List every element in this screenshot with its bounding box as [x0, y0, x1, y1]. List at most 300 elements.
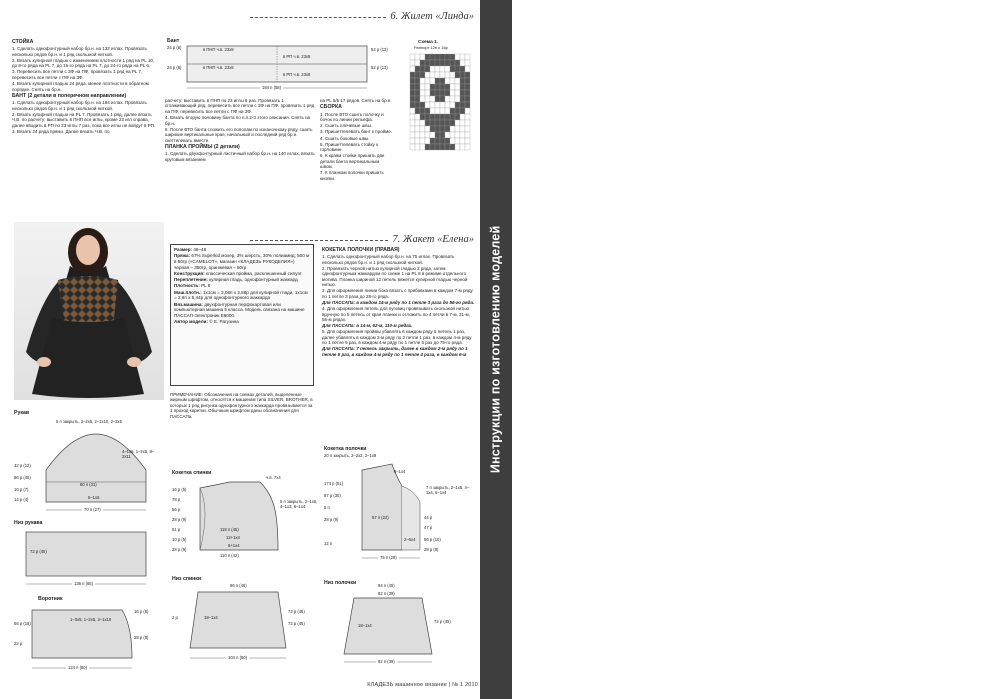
- scheme-cell: [425, 102, 430, 108]
- scheme-cell: [440, 138, 445, 144]
- scheme-cell: [410, 144, 415, 150]
- scheme-cell: [450, 132, 455, 138]
- scheme-cell: [440, 66, 445, 72]
- scheme-cell: [460, 114, 465, 120]
- kokettka-step: Для ПАССАПа: 7 петель закрыть, далее в каждом 2-м ряду по 1 петле 5 раз, в каждом 4-м ряду по 1 петле 4 раза, в каждом 6-м: [322, 346, 468, 357]
- scheme-cell: [440, 54, 445, 60]
- scheme-cell: [460, 144, 465, 150]
- kp-w3: 2–6х4: [404, 537, 416, 542]
- note-text: ПРИМЕЧАНИЕ: Обозначения на схемах деталей, выделенные жирным шрифтом, относятся к машинам типа SILVER, BROTHER, в которых 1 ряд рисунка однофонтурного жаккарда провязывается за 1 проход каретки. Обычным шрифтом даны обозначения для ПАССАПа.: [170, 392, 313, 419]
- scheme-cell: [455, 102, 460, 108]
- scheme-cell: [455, 132, 460, 138]
- niz-spinki-diagram: [170, 576, 320, 668]
- kp-w1: 57 п (22): [372, 515, 389, 520]
- scheme-cell: [415, 90, 420, 96]
- scheme-cell: [450, 138, 455, 144]
- scheme-cell: [410, 96, 415, 102]
- scheme-cell: [415, 84, 420, 90]
- scheme-cell: [410, 132, 415, 138]
- scheme-cell: [450, 60, 455, 66]
- kp-h4: 28 р (9): [324, 517, 339, 522]
- info-machine: Вяз.машина: двухфонтурная перфокартовая или компьютерная машина 5 класса. Модель связана на машине ПАССАП-Электроник Е6000.: [174, 301, 305, 319]
- scheme-cell: [460, 120, 465, 126]
- bant-continue: 5. После ВТО банта сложить его пополам по изнаночному ряду, сшить широкие вертикальные края, начальный и последний ряд бр.н. скеттелевать вместе.: [165, 126, 313, 143]
- scheme-cell: [430, 114, 435, 120]
- scheme-cell: [450, 84, 455, 90]
- bant-step: 3. Вязать 24 ряда прямо. Далее вязать Ч.В. по: [12, 128, 110, 134]
- scheme-cell: [435, 144, 440, 150]
- linda-title: 6. Жилет «Линда»: [390, 10, 474, 22]
- scheme-cell: [410, 126, 415, 132]
- scheme-cell: [425, 60, 430, 66]
- scheme-cell: [460, 72, 465, 78]
- niz-spinki-title: Низ спинки: [172, 576, 202, 582]
- sborka-step: 2. Сшить плечевые швы.: [320, 123, 373, 129]
- scheme-cell: [415, 126, 420, 132]
- scheme-cell: [430, 90, 435, 96]
- scheme-cell: [445, 108, 450, 114]
- scheme-cell: [450, 66, 455, 72]
- kp-c2: 6–1х4: [394, 469, 406, 474]
- rukav-w2: 5–1х5: [88, 495, 100, 500]
- sborka-step: 4. Сшить боковые швы.: [320, 135, 370, 141]
- scheme-cell: [420, 72, 425, 78]
- elena-note: [170, 392, 316, 420]
- elena-kokettka-text: [322, 246, 476, 358]
- planka-step: 1. Сделать двухфонтурный ластичный набор бр.н. на 140 иглах, вязать круговым вязанием: [165, 151, 315, 162]
- scheme-cell: [415, 78, 420, 84]
- sborka-step: 1. После ВТО сшить полочку и бочок по линии рельефа.: [320, 111, 384, 123]
- vorotnik-h3: 28 р (8): [134, 635, 149, 640]
- scheme-cell: [455, 138, 460, 144]
- scheme-label: Схема 1.: [418, 40, 439, 45]
- scheme-cell: [415, 120, 420, 126]
- ks-c1: ч.в. 7х4: [266, 475, 281, 480]
- scheme-cell: [425, 120, 430, 126]
- np-w3: 82 п (39): [378, 659, 395, 664]
- bant-step: 2. Вязать кулирной гладью на PL 7. Провязать 1 ряд, далее вязать Ч.В. по расчету: выставить в ПНП все иглы, кроме 23 игл справа, далее вводить в РП по 23 иглы 7 раз, пока все иглы не войдут в РП.: [12, 111, 156, 128]
- sborka-step: 3. Пришеттелевать бант к пройме.: [320, 129, 392, 135]
- scheme-cell: [440, 96, 445, 102]
- scheme-cell: [440, 60, 445, 66]
- rukav-c2: 4–1х6, 1–2х5, 8–2х11: [122, 449, 155, 459]
- stoika-step: 1. Сделать однофонтурный набор бр.н. на 132 иглах. Провязать несколько рядов бр.н. и 1 ряд скользкой ниткой.: [12, 46, 147, 57]
- scheme-cell: [435, 96, 440, 102]
- kokettka-step: 1. Сделать однофонтурный набор бр.н. на 75 иглах. Провязать несколько рядов бр.н. и 1 ряд скользкой ниткой.: [322, 254, 455, 265]
- scheme-cell: [455, 126, 460, 132]
- scheme-cell: [430, 78, 435, 84]
- bant-right-2: 52 р (13): [371, 65, 388, 70]
- scheme-cell: [445, 132, 450, 138]
- scheme-cell: [460, 54, 465, 60]
- kokettka-step: Для ПАССАПа: в каждом 14-м ряду по 1 петле 3 раза до 56-го ряда.: [322, 300, 475, 305]
- scheme-cell: [415, 102, 420, 108]
- scheme-cell: [435, 108, 440, 114]
- scheme-cell: [415, 138, 420, 144]
- scheme-cell: [430, 66, 435, 72]
- scheme-cell: [445, 96, 450, 102]
- kp-w2: 75 п (29): [380, 555, 397, 560]
- scheme-cell: [465, 90, 470, 96]
- scheme-cell: [455, 84, 460, 90]
- scheme-cell: [430, 60, 435, 66]
- scheme-cell: [420, 102, 425, 108]
- scheme-cell: [440, 72, 445, 78]
- scheme-cell: [440, 120, 445, 126]
- scheme-cell: [430, 72, 435, 78]
- scheme-cell: [430, 144, 435, 150]
- scheme-cell: [450, 108, 455, 114]
- scheme-cell: [420, 66, 425, 72]
- rukav-h4: 14 р (4): [14, 497, 29, 502]
- scheme-cell: [465, 144, 470, 150]
- scheme-cell: [445, 138, 450, 144]
- info-machine-density: Маш.плотн.: 1х1см = 2,08п х 2,88р для кулирной глади, 1х1см = 2,6п х 5,44р для однофонтурного жаккарда: [174, 289, 308, 301]
- scheme-cell: [465, 60, 470, 66]
- kokettka-step: Для ПАССАПа: в 14-м, 62-м, 110-м рядах.: [322, 323, 413, 329]
- scheme-cell: [420, 132, 425, 138]
- scheme-cell: [425, 126, 430, 132]
- info-size: Размер: 46–48: [174, 247, 207, 252]
- scheme-cell: [445, 120, 450, 126]
- vorotnik-title: Воротник: [38, 596, 63, 602]
- scheme-cell: [420, 120, 425, 126]
- scheme-cell: [465, 120, 470, 126]
- scheme-cell: [435, 120, 440, 126]
- scheme-cell: [430, 132, 435, 138]
- scheme-cell: [450, 120, 455, 126]
- scheme-cell: [420, 54, 425, 60]
- scheme-cell: [465, 96, 470, 102]
- scheme-cell: [450, 102, 455, 108]
- scheme-sub: Раппорт 12п х 16р: [414, 45, 448, 50]
- ks-h3: 56 р: [172, 507, 181, 512]
- stoika-step: 4. Вязать кулирной гладью 24 ряда, менее плотности в обратном порядке. Снять на бр.н.: [12, 81, 149, 92]
- scheme-cell: [445, 66, 450, 72]
- scheme-cell: [435, 72, 440, 78]
- scheme-cell: [430, 138, 435, 144]
- scheme-cell: [460, 60, 465, 66]
- kp-h2: 87 р (30): [324, 493, 341, 498]
- ks-h5: 51 р: [172, 527, 181, 532]
- scheme-cell: [410, 114, 415, 120]
- scheme-cell: [440, 90, 445, 96]
- scheme-cell: [435, 102, 440, 108]
- kokettka-heading: КОКЕТКА ПОЛОЧКИ (ПРАВАЯ): [322, 247, 400, 253]
- scheme-cell: [430, 120, 435, 126]
- scheme-cell: [450, 96, 455, 102]
- scheme-cell: [455, 66, 460, 72]
- rukav-diagram: [12, 410, 162, 518]
- rukav-h1: 42 р (12): [14, 463, 31, 468]
- scheme-cell: [465, 102, 470, 108]
- scheme-cell: [435, 90, 440, 96]
- scheme-cell: [460, 138, 465, 144]
- scheme-cell: [415, 108, 420, 114]
- scheme-cell: [460, 66, 465, 72]
- kp-h9: 12 п: [324, 541, 333, 546]
- scheme-cell: [445, 90, 450, 96]
- np-h1: 72 р (45): [434, 619, 451, 624]
- scheme-cell: [420, 60, 425, 66]
- scheme-cell: [435, 78, 440, 84]
- ks-h7: 28 р (9): [172, 547, 187, 552]
- stoika-step: 2. Вязать кулирной гладью с изменением плотности 1 ряд на PL 10, до 8-го ряда на PL 7, до 16-го ряда на PL 7, до 24-го ряда на PL 6.: [12, 57, 155, 69]
- ks-h2: 78 р: [172, 497, 181, 502]
- scheme-cell: [445, 114, 450, 120]
- scheme-cell: [415, 114, 420, 120]
- scheme-grid: [408, 54, 472, 152]
- jacket-illustration: [14, 222, 164, 400]
- scheme-cell: [425, 84, 430, 90]
- kokettka-step: 4. Для оформления петель для пуговиц провязывать скользкой нитью вручную по 5 петель от края планки и отложить по 4 петли в 7-м, 31-м, 55-м рядах.: [322, 306, 470, 323]
- bant-diagram-label: Бант: [167, 38, 180, 44]
- scheme-cell: [460, 102, 465, 108]
- ks-h6: 10 р (5): [172, 537, 187, 542]
- scheme-cell: [420, 108, 425, 114]
- kokettka-spinki-diagram: [170, 470, 320, 570]
- scheme-cell: [420, 78, 425, 84]
- scheme-cell: [435, 126, 440, 132]
- page-number: 57: [970, 672, 984, 686]
- linda-title-bar: [250, 10, 474, 24]
- scheme-cell: [420, 138, 425, 144]
- scheme-cell: [440, 126, 445, 132]
- bant-row1: в ПНП ч.в. 23х8: [203, 47, 234, 52]
- scheme-cell: [445, 78, 450, 84]
- scheme-cell: [440, 102, 445, 108]
- scheme-cell: [415, 66, 420, 72]
- scheme-cell: [440, 114, 445, 120]
- niz-rukava-h: 72 р (45): [30, 549, 47, 554]
- scheme-cell: [445, 102, 450, 108]
- scheme-cell: [410, 78, 415, 84]
- scheme-cell: [455, 78, 460, 84]
- np-w2: 82 п (39): [378, 591, 395, 596]
- kokettka-step: 2. Провязать черной нитью кулирной гладью 2 ряда, затем однофонтурным жаккардом по схеме 1 на PL 8 в режиме отдельного мотива. Планка шириной 12 петель вяжется кулирной гладью черной нитью.: [322, 265, 468, 288]
- ks-h1: 16 р (5): [172, 487, 187, 492]
- scheme-cell: [450, 78, 455, 84]
- scheme-cell: [465, 72, 470, 78]
- np-title: Низ полочки: [324, 580, 357, 586]
- linda-text-col-3: [320, 98, 392, 182]
- bant-continue: 4. Вязать вторую половину банта по п.п.2-3 этого описания. Снять на бр.н.: [165, 115, 311, 126]
- kp-h5: 44 р: [424, 515, 433, 520]
- scheme-cell: [435, 84, 440, 90]
- info-weave: Переплетение: кулирная гладь, однофонтурный жаккард: [174, 277, 298, 283]
- scheme-cell: [415, 96, 420, 102]
- bant-right-1: 52 р (13): [371, 47, 388, 52]
- rukav-title: Рукав: [14, 410, 30, 416]
- scheme-cell: [440, 84, 445, 90]
- vorotnik-h4: 22 р: [14, 641, 23, 646]
- elena-info-box: [170, 244, 314, 386]
- scheme-cell: [465, 78, 470, 84]
- scheme-cell: [440, 78, 445, 84]
- scheme-cell: [410, 60, 415, 66]
- ks-c2: 5 п закрыть, 2–1х6, 4–1х3, 6–1х4: [280, 499, 318, 509]
- bant-left-bottom: 24 р (6): [167, 65, 182, 70]
- scheme-cell: [455, 72, 460, 78]
- kokettka-polochki-diagram: [322, 446, 476, 576]
- scheme-cell: [425, 78, 430, 84]
- ns-c1: 18–1х4: [204, 615, 218, 620]
- rukav-h2: 86 р (45): [14, 475, 31, 480]
- scheme-cell: [465, 84, 470, 90]
- sborka-step: 7. К планкам полочки пришить кнопки.: [320, 170, 384, 181]
- bant-row1b: в РП ч.в. 23х8: [283, 54, 311, 59]
- scheme-cell: [450, 144, 455, 150]
- scheme-cell: [460, 90, 465, 96]
- scheme-cell: [455, 96, 460, 102]
- niz-rukava-w: 136 п (65): [74, 581, 94, 586]
- scheme-cell: [420, 96, 425, 102]
- ns-h1: 72 р (45): [288, 609, 305, 614]
- kp-h3: 5 п: [324, 505, 330, 510]
- scheme-cell: [455, 54, 460, 60]
- scheme-cell: [460, 132, 465, 138]
- scheme-cell: [420, 90, 425, 96]
- scheme-cell: [430, 96, 435, 102]
- scheme-cell: [460, 126, 465, 132]
- scheme-cell: [410, 72, 415, 78]
- scheme-cell: [430, 108, 435, 114]
- niz-rukava-diagram: [12, 520, 162, 590]
- scheme-cell: [420, 126, 425, 132]
- scheme-1: [400, 40, 476, 158]
- model-photo: [14, 222, 164, 400]
- sborka-step: 6. К краям стойки пришить две детали банта вертикальным швом.: [320, 153, 385, 170]
- bant-step: 1. Сделать однофонтурный набор бр.н. на 184 иглах. Провязать несколько рядов бр.н. и 1 ряд скользкой ниткой.: [12, 100, 147, 111]
- scheme-cell: [435, 54, 440, 60]
- scheme-cell: [465, 114, 470, 120]
- scheme-cell: [435, 114, 440, 120]
- scheme-cell: [460, 108, 465, 114]
- scheme-cell: [435, 60, 440, 66]
- scheme-cell: [425, 132, 430, 138]
- scheme-cell: [430, 102, 435, 108]
- scheme-cell: [455, 60, 460, 66]
- scheme-cell: [425, 96, 430, 102]
- scheme-cell: [420, 144, 425, 150]
- scheme-cell: [415, 144, 420, 150]
- sidebar-title: Инструкции по изготовлению моделей: [488, 225, 503, 474]
- scheme-cell: [465, 66, 470, 72]
- scheme-cell: [415, 72, 420, 78]
- linda-text-col-2: [165, 98, 315, 163]
- scheme-cell: [415, 60, 420, 66]
- scheme-cell: [460, 78, 465, 84]
- scheme-cell: [450, 54, 455, 60]
- vorotnik-h2: 16 р (6): [134, 609, 149, 614]
- scheme-cell: [460, 96, 465, 102]
- scheme-cell: [440, 108, 445, 114]
- kokettka-step: 3. Для оформления линии бока вязать с прибавками в каждом 7-м ряду по 1 петле 3 раза до 28-го ряда.: [322, 288, 473, 299]
- scheme-cell: [410, 108, 415, 114]
- kokettka-spinki-title: Кокетка спинки: [172, 470, 212, 476]
- kp-h7: 56 р (10): [424, 537, 441, 542]
- scheme-cell: [425, 90, 430, 96]
- scheme-cell: [445, 60, 450, 66]
- np-c1: 18–1х4: [358, 623, 372, 628]
- linda-text-col-1: [12, 38, 160, 135]
- bant-row2: в ПНП ч.в. 23х8: [203, 65, 234, 70]
- scheme-cell: [425, 114, 430, 120]
- bant-continue: расчету: выставить в ПНП по 23 иглы 8 раз. Провязать 1 сглаживающий ряд, перевесить все петли с ЗФ на ПФ, провязать 1 ряд на ПФ, перевесить все петли с ПФ на ЗФ.: [165, 98, 315, 114]
- scheme-cell: [410, 66, 415, 72]
- vorotnik-diagram: [12, 596, 162, 676]
- scheme-cell: [445, 126, 450, 132]
- scheme-cell: [450, 90, 455, 96]
- rukav-w1: 80 п (31): [80, 482, 97, 487]
- scheme-cell: [465, 108, 470, 114]
- scheme-cell: [410, 54, 415, 60]
- vorotnik-h1: 56 р (18): [14, 621, 31, 626]
- scheme-cell: [440, 144, 445, 150]
- ns-h3: 72 р (45): [288, 621, 305, 626]
- info-yarn: Пряжа: 67% Superkid мохер, 3% шерсть, 30% полиамид; 500 м в 50гр («CAMELOT», магазин «КЛАДЕЗЬ РУКОДЕЛИЯ») черная – 350гр, оранжевая – 60гр: [174, 253, 310, 270]
- scheme-cell: [445, 84, 450, 90]
- bant-row2b: в РП ч.в. 23х8: [283, 72, 311, 77]
- scheme-cell: [430, 54, 435, 60]
- scheme-cell: [425, 144, 430, 150]
- footer-magazine: КЛАДЕЗЬ машинное вязание | № 1 2010: [367, 682, 478, 688]
- scheme-cell: [445, 72, 450, 78]
- section-sidebar: [480, 0, 984, 699]
- np-w1: 94 п (45): [378, 583, 395, 588]
- ns-w1: 96 п (46): [230, 583, 247, 588]
- scheme-cell: [450, 126, 455, 132]
- scheme-cell: [410, 102, 415, 108]
- kp-h8: 28 р (9): [424, 547, 439, 552]
- rukav-w3: 70 п (27): [84, 507, 101, 512]
- scheme-cell: [455, 120, 460, 126]
- scheme-cell: [450, 72, 455, 78]
- rukav-h3: 10 р (7): [14, 487, 29, 492]
- scheme-cell: [425, 108, 430, 114]
- scheme-cell: [420, 114, 425, 120]
- scheme-cell: [455, 108, 460, 114]
- sborka-heading: СБОРКА: [320, 104, 342, 111]
- ks-w2: 12+1х4: [226, 535, 240, 540]
- scheme-cell: [425, 138, 430, 144]
- vorotnik-c: 1–3х5, 1–2х5, 2–1х10: [70, 617, 112, 622]
- kp-title: Кокетка полочки: [324, 446, 367, 452]
- niz-rukava-title: Низ рукава: [14, 520, 43, 526]
- scheme-cell: [460, 84, 465, 90]
- scheme-cell: [450, 114, 455, 120]
- info-construction: Конструкция: классическая пройма, расклешенный силуэт: [174, 270, 302, 276]
- scheme-cell: [455, 90, 460, 96]
- scheme-cell: [465, 126, 470, 132]
- bant-bottom: 184 п (58): [262, 85, 282, 90]
- scheme-cell: [455, 114, 460, 120]
- scheme-cell: [445, 144, 450, 150]
- rukav-c1: 5 п закрыть, 2–2х5, 2–1х10, 2–2х5: [56, 419, 122, 424]
- ns-w2: 104 п (50): [228, 655, 248, 660]
- stoika-heading: СТОЙКА: [12, 39, 34, 45]
- kp-c1: 20 п закрыть, 2–2х2, 2–1х9: [324, 453, 377, 458]
- kp-c3: 7 п закрыть, 2–1х5, 4–1х4, 6–1х4: [426, 485, 470, 495]
- scheme-cell: [410, 90, 415, 96]
- ns-h2: 2 р: [172, 615, 178, 620]
- bant-left-top: 24 р (6): [167, 45, 182, 50]
- scheme-cell: [465, 54, 470, 60]
- info-density: Плотность: PL 8: [174, 283, 211, 289]
- bant-diagram: [165, 38, 395, 94]
- scheme-cell: [445, 54, 450, 60]
- scheme-cell: [430, 126, 435, 132]
